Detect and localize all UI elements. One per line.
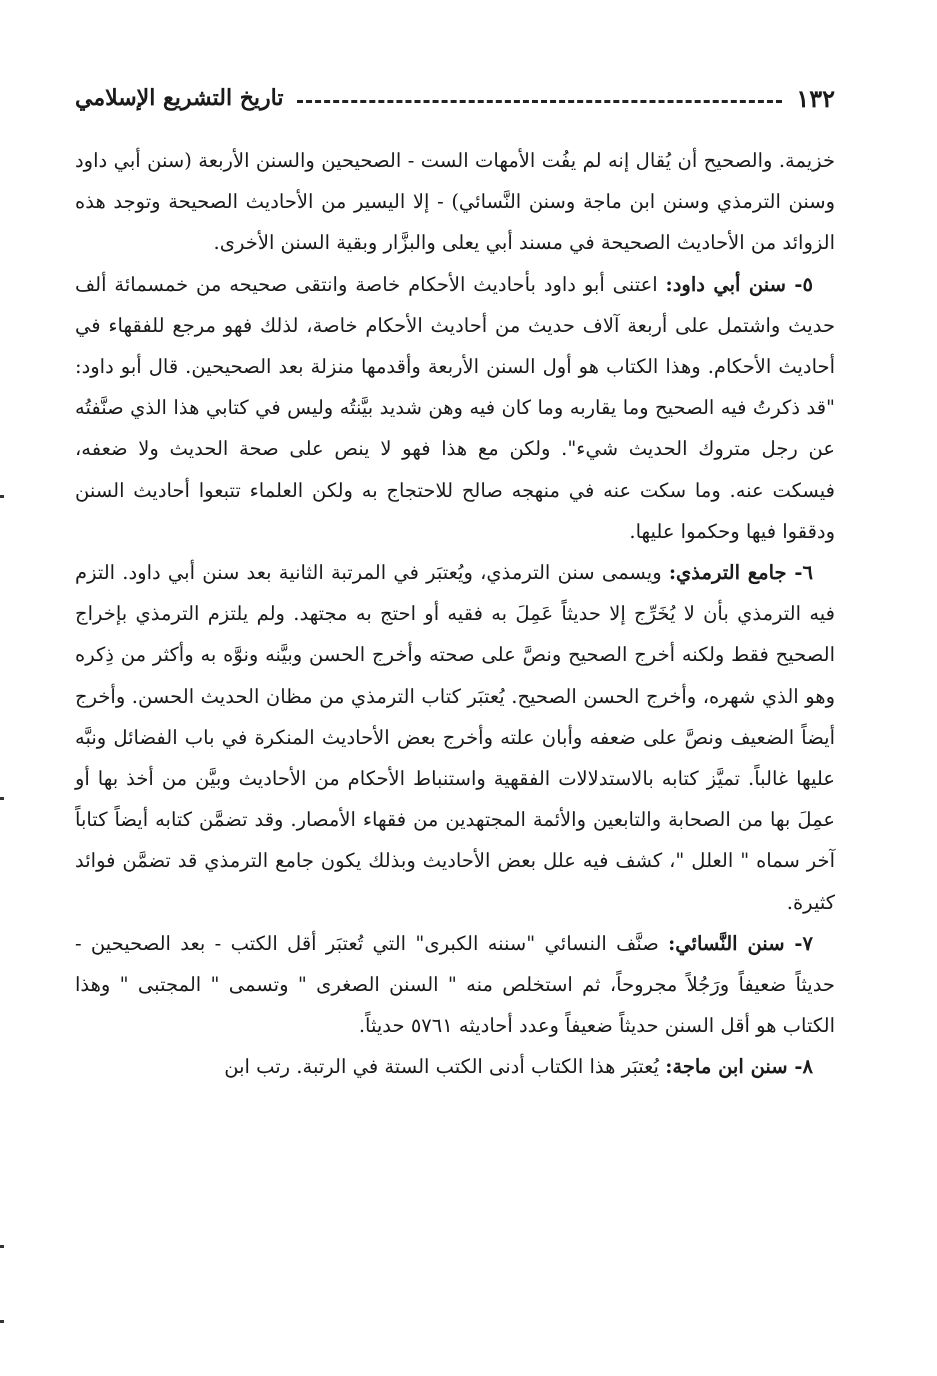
- section-heading: ٨- سنن ابن ماجة:: [665, 1055, 813, 1079]
- page-number: ١٣٢: [796, 83, 835, 113]
- paragraph-sunan-nasai: [75, 923, 835, 1047]
- paragraph-text: صنَّف النسائي "سننه الكبرى" التي تُعتبَر أقل الكتب - بعد الصحيحين - حديثاً ضعيفاً ورَجُلاً مجروحاً، ثم استخلص منه " السنن الصغرى " وتسمى " المجتبى " وهذا الكتاب هو أقل السنن حديثاً ضعيفاً وعدد أحاديثه ٥٧٦١ حديثاً.: [75, 931, 835, 1038]
- paragraph-sunan-abi-dawud: [75, 264, 835, 552]
- paragraph-text: يُعتبَر هذا الكتاب أدنى الكتب الستة في الرتبة. رتب ابن: [224, 1055, 659, 1079]
- paragraph-jami-tirmidhi: [75, 552, 835, 923]
- scan-edge-mark: [0, 495, 4, 498]
- paragraph-intro: [75, 140, 835, 264]
- section-heading: ٥- سنن أبي داود:: [665, 272, 813, 296]
- header-dotted-rule: [297, 100, 782, 103]
- scan-edge-mark: [0, 1320, 4, 1323]
- paragraph-sunan-ibn-majah: [75, 1046, 835, 1087]
- running-title: تاريخ التشريع الإسلامي: [75, 85, 284, 111]
- section-heading: ٦- جامع الترمذي:: [668, 561, 813, 585]
- section-heading: ٧- سنن النَّسائي:: [668, 931, 814, 955]
- page-header: [75, 78, 835, 118]
- paragraph-text: خزيمة. والصحيح أن يُقال إنه لم يفُت الأمهات الست - الصحيحين والسنن الأربعة (سنن أبي داود وسنن الترمذي وسنن ابن ماجة وسنن النَّسائي) - إلا اليسير من الأحاديث الصحيحة وتوجد هذه الزوائد من الأحاديث الصحيحة في مسند أبي يعلى والبزَّار وبقية السنن الأخرى.: [75, 149, 835, 255]
- scan-edge-mark: [0, 1245, 4, 1248]
- page-body: [75, 140, 835, 1088]
- scan-edge-mark: [0, 797, 4, 800]
- paragraph-text: ويسمى سنن الترمذي، ويُعتبَر في المرتبة الثانية بعد سنن أبي داود. التزم فيه الترمذي بأن لا يُخَرِّج إلا حديثاً عَمِلَ به فقيه أو احتج به مجتهد. ولم يلتزم الترمذي بإخراج الصحيح فقط ولكنه أخرج الصحيح ونصَّ على صحته وأخرج الحسن وبيَّنه ونوَّه به وأكثر من ذِكره وهو الذي شهره، وأخرج الحسن الصحيح. يُعتبَر كتاب الترمذي من مظان الحديث الحسن. وأخرج أيضاً الضعيف ونصَّ على ضعفه وأبان علته وأخرج بعض الأحاديث المنكرة في باب الفضائل ونبَّه عليها غالباً. تميَّز كتابه بالاستدلالات الفقهية واستنباط الأحكام من الأحاديث وبيَّن من أخذ بها أو عمِلَ بها من الصحابة والتابعين والأئمة المجتهدين من فقهاء الأمصار. وقد تضمَّن كتابه أيضاً كتاباً آخر سماه " العلل "، كشف فيه علل بعض الأحاديث وبذلك يكون جامع الترمذي قد تضمَّن فوائد كثيرة.: [75, 561, 835, 914]
- paragraph-text: اعتنى أبو داود بأحاديث الأحكام خاصة وانتقى صحيحه من خمسمائة ألف حديث واشتمل على أربعة آلاف حديث من أحاديث الأحكام خاصة، لذلك فهو مرجع للفقهاء في أحاديث الأحكام. وهذا الكتاب هو أول السنن الأربعة وأقدمها منزلة بعد الصحيحين. قال أبو داود: "قد ذكرتُ فيه الصحيح وما يقاربه وما كان فيه وهن شديد بيَّنتُه وليس في كتابي هذا الذي صنَّفتُه عن رجل متروك الحديث شيء". ولكن مع هذا فهو لا ينص على صحة الحديث ولا ضعفه، فيسكت عنه. وما سكت عنه في منهجه صالح للاحتجاج به ولكن العلماء تتبعوا أحاديث السنن ودققوا فيها وحكموا عليها.: [75, 272, 835, 543]
